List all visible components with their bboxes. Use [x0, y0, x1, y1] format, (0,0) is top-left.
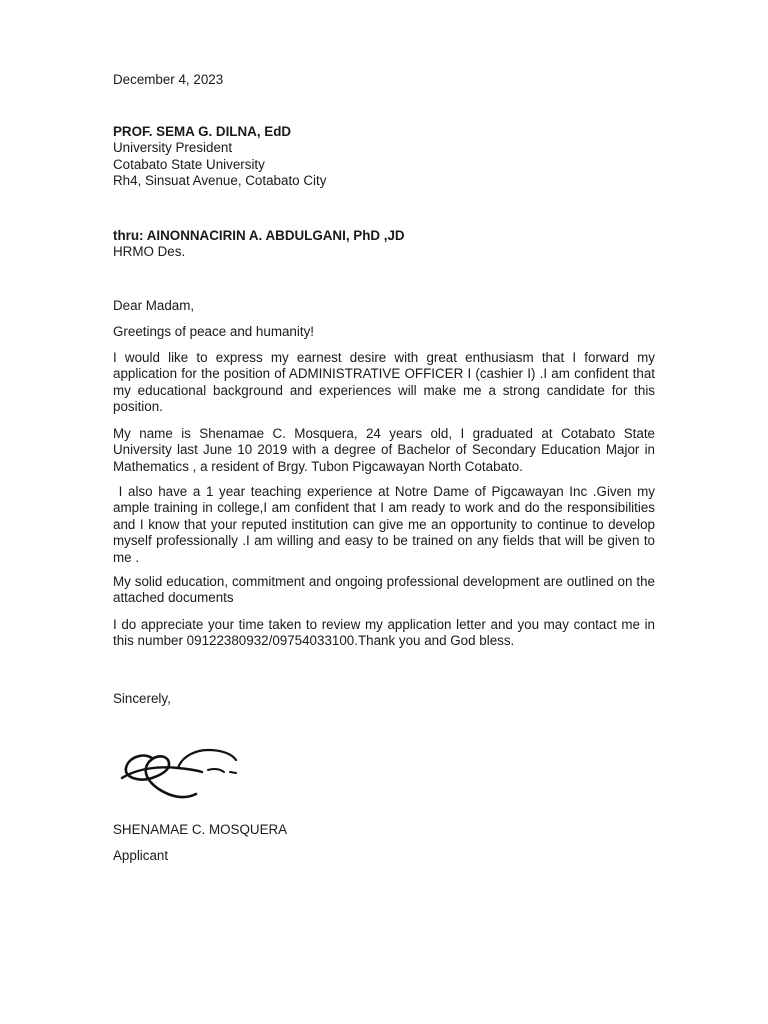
recipient-block — [113, 124, 655, 190]
signatory-name: SHENAMAE C. MOSQUERA — [113, 822, 288, 837]
recipient-address: Rh4, Sinsuat Avenue, Cotabato City — [113, 173, 327, 189]
signatory-role: Applicant — [113, 848, 169, 863]
greeting — [113, 324, 655, 340]
thru-title: HRMO Des. — [113, 244, 186, 260]
closing-text: Sincerely, — [113, 691, 171, 706]
salutation-text: Dear Madam, — [113, 298, 195, 313]
recipient-institution: Cotabato State University — [113, 156, 265, 172]
signatory-role-block — [113, 848, 655, 864]
body-paragraph-5: I do appreciate your time taken to review my application letter and you may contact me in this number 09122380932/09754033100.Thank you and God bless. — [113, 617, 655, 649]
signature-icon — [112, 742, 268, 808]
date-text: December 4, 2023 — [113, 72, 224, 87]
body-paragraph-4: My solid education, commitment and ongoing professional development are outlined on the attached documents — [113, 574, 655, 606]
salutation — [113, 298, 655, 314]
body-paragraph-2: My name is Shenamae C. Mosquera, 24 years old, I graduated at Cotabato State University last June 10 2019 with a degree of Bachelor of Secondary Education Major in Mathematics , a resident of Brgy. Tubon Pigcawayan North Cotabato. — [113, 426, 655, 474]
body-paragraph-1: I would like to express my earnest desire with great enthusiasm that I forward my application for the position of ADMINISTRATIVE OFFICER I (cashier I) .I am confident that my educational background and experiences will make me a strong candidate for this position. — [113, 350, 655, 415]
thru-block — [113, 228, 655, 261]
letter-date — [113, 72, 655, 88]
signatory-block — [113, 822, 655, 838]
body-paragraph-3: I also have a 1 year teaching experience at Notre Dame of Pigcawayan Inc .Given my ample training in college,I am confident that I am ready to work and do the responsibilities and I know that your reputed institution can give me an opportunity to continue to develop myself professionally .I am willing and easy to be trained on any fields that will be given to me . — [113, 484, 659, 565]
signature-image — [112, 742, 268, 808]
recipient-name: PROF. SEMA G. DILNA, EdD — [113, 124, 292, 139]
thru-name: thru: AINONNACIRIN A. ABDULGANI, PhD ,JD — [113, 228, 405, 243]
recipient-title: University President — [113, 140, 233, 156]
closing — [113, 691, 655, 707]
greeting-text: Greetings of peace and humanity! — [113, 324, 314, 339]
